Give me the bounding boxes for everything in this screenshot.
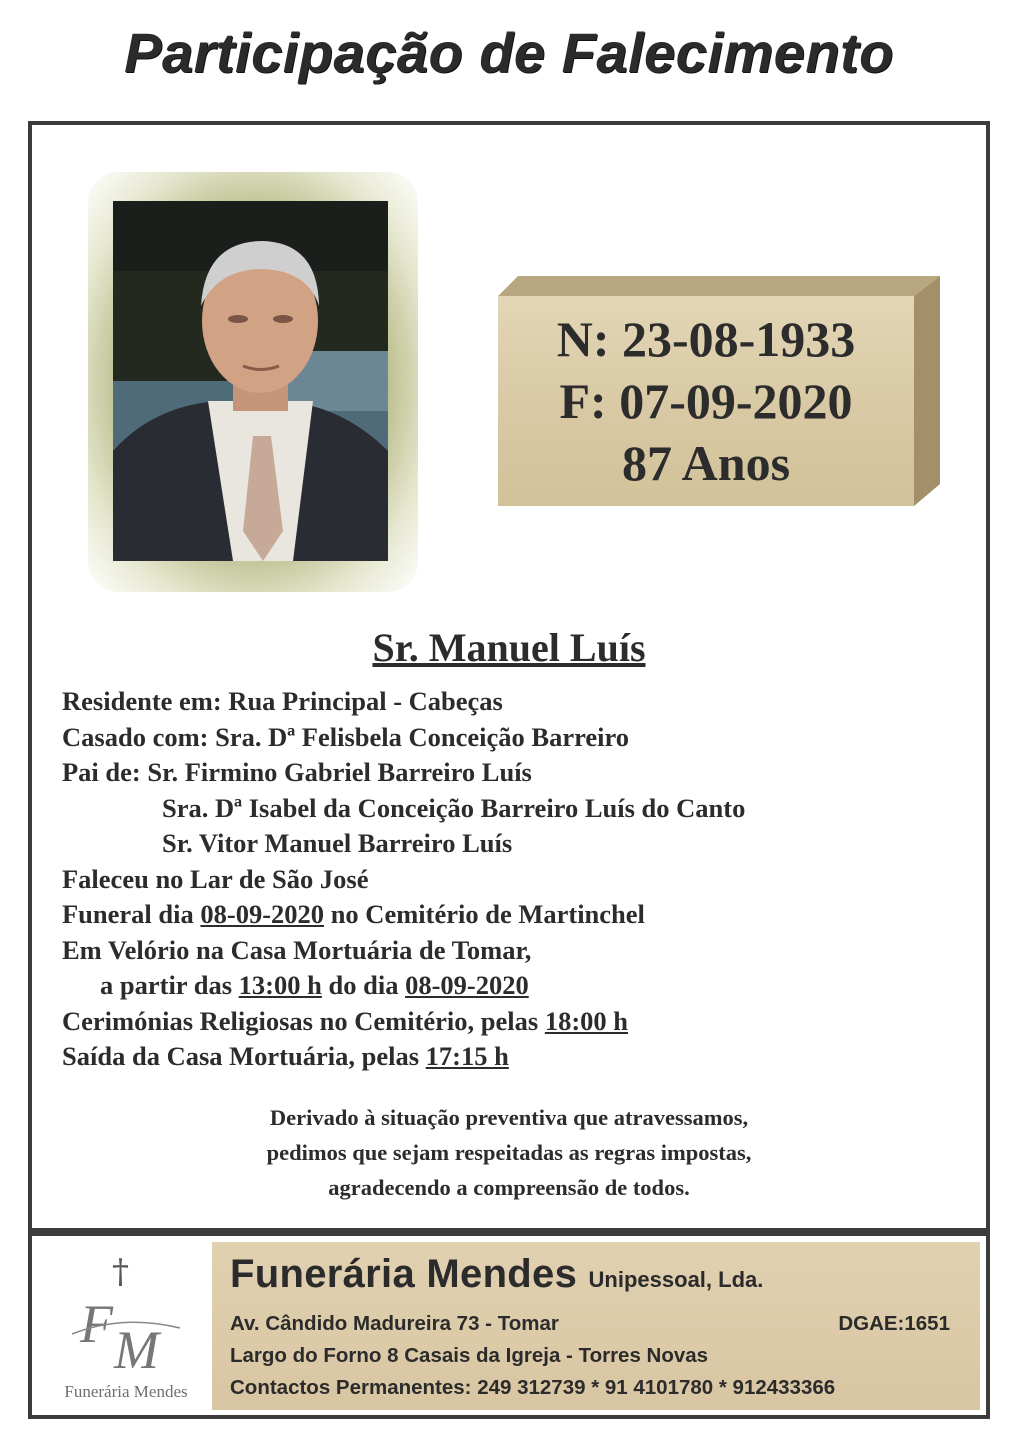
departure-line [62,1039,962,1075]
birth-date: N: 23-08-1933 [556,311,856,367]
svg-text:M: M [114,1320,159,1374]
spouse-line: Casado com: Sra. Dª Felisbela Conceição Barreiro [62,721,630,752]
company-name: Funerária Mendes [230,1252,578,1296]
funeral-home-logo [42,1242,210,1412]
wake-line: Em Velório na Casa Mortuária de Tomar, [62,934,532,965]
svg-text:F: F [80,1294,113,1354]
wake-time: 13:00 h [238,970,322,1000]
funeral-suffix: no Cemitério de Martinchel [324,899,645,929]
residence-line: Residente em: Rua Principal - Cabeças [62,686,503,716]
age: 87 Anos [621,435,791,491]
wake-date: 08-09-2020 [405,970,529,1000]
portrait-photo [113,201,388,561]
company-banner [212,1242,980,1410]
ceremony-prefix: Cerimónias Religiosas no Cemitério, pelas [62,1005,545,1036]
death-place-line: Faleceu no Lar de São José [62,863,369,894]
funeral-home-footer [32,1236,986,1415]
funeral-date: 08-09-2020 [200,899,325,929]
logo-text: Funerária Mendes [64,1382,188,1401]
cross-icon: † [112,1252,129,1292]
departure-time: 17:15 h [425,1041,509,1071]
ceremony-time: 18:00 h [544,1005,629,1036]
company-name-line [230,1252,763,1297]
footer-divider [32,1228,986,1236]
departure-prefix: Saída da Casa Mortuária, pelas [62,1041,426,1071]
death-date: F: 07-09-2020 [559,373,853,429]
page-title: Participação de Falecimento [124,21,894,84]
notice-line: agradecendo a compreensão de todos. [328,1175,690,1200]
contacts-line: Contactos Permanentes: 249 312739 * 91 4101780 * 912433366 [230,1376,836,1399]
funeral-prefix: Funeral dia [62,899,201,929]
notice-line: pedimos que sejam respeitadas as regras impostas, [266,1140,752,1165]
notice-line: Derivado à situação preventiva que atravessamos, [269,1105,749,1130]
details-block [62,684,962,1075]
monogram-icon [62,1294,190,1374]
plaque-side [914,276,940,506]
wake-from-prefix: a partir das [100,970,239,1000]
wake-time-line [62,968,962,1004]
child-line: Sra. Dª Isabel da Conceição Barreiro Luís do Canto [162,792,746,823]
plaque-top [498,276,940,296]
address-tomar: Av. Cândido Madureira 73 - Tomar [230,1312,559,1335]
wake-mid: do dia [321,970,406,1000]
child-line: Sr. Vitor Manuel Barreiro Luís [162,828,513,858]
company-suffix: Unipessoal, Lda. [588,1267,764,1292]
dates-plaque [498,276,940,506]
covid-notice [0,1100,1018,1205]
ceremony-line [62,1004,962,1040]
dgae-number: DGAE:1651 [838,1312,950,1335]
address-torres-novas: Largo do Forno 8 Casais da Igreja - Torres Novas [230,1344,709,1367]
children-line: Pai de: Sr. Firmino Gabriel Barreiro Luís [62,757,532,787]
funeral-line [62,897,962,933]
deceased-name: Sr. Manuel Luís [372,625,646,670]
